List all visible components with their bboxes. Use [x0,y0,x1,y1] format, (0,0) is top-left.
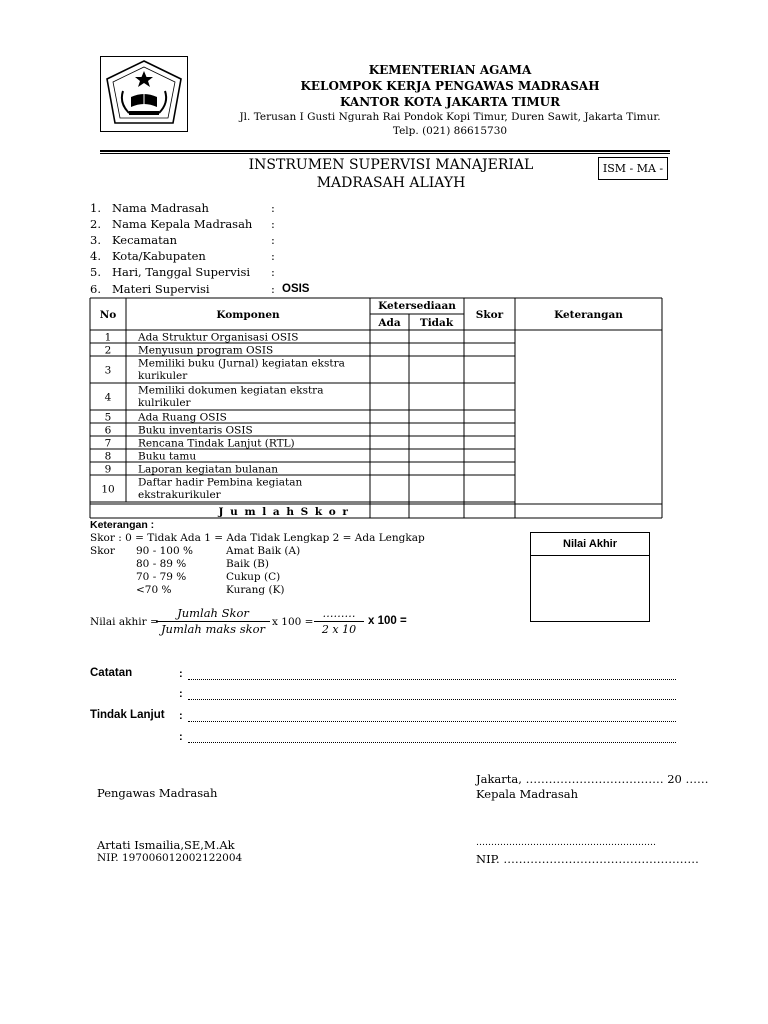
header-keterangan: Keterangan [554,309,623,321]
total-score-label: J u m l a h S k o r [218,506,350,518]
notes-line[interactable] [188,679,676,680]
row-number: 3 [104,364,112,377]
row-number: 4 [104,391,112,404]
header-skor: Skor [475,309,504,321]
document-code: ISM - MA - [598,157,668,180]
info-label: Nama Kepala Madrasah [112,217,253,231]
headmaster-role: Kepala Madrasah [476,787,579,801]
info-label: Materi Supervisi [112,282,210,296]
grade-label: Baik (B) [226,558,269,570]
notes-line[interactable] [188,699,676,700]
info-number: 4. [90,249,101,263]
header-komponen: Komponen [216,309,280,321]
final-score-header: Nilai Akhir [531,533,649,556]
follow-up-colon: : [179,731,183,743]
row-component: Menyusun program OSIS [138,344,274,357]
row-component: Rencana Tindak Lanjut (RTL) [138,437,295,450]
row-component: kurikuler [138,370,188,382]
info-colon: : [271,201,275,215]
letterhead-line1: KEMENTERIAN AGAMA [368,63,532,77]
info-number: 5. [90,265,101,279]
letterhead-phone: Telp. (021) 86615730 [392,125,508,137]
supervisor-name: Artati Ismailia,SE,M.Ak [97,838,235,852]
notes-label: Catatan [90,667,133,679]
row-number: 8 [104,450,112,463]
info-colon: : [271,282,275,296]
info-number: 2. [90,217,101,231]
info-number: 1. [90,201,101,215]
info-colon: : [271,233,275,247]
letterhead-line2: KELOMPOK KERJA PENGAWAS MADRASAH [300,79,600,93]
letterhead-address: Jl. Terusan I Gusti Ngurah Rai Pondok Kopi Timur, Duren Sawit, Jakarta Timur. [239,111,661,123]
info-label: Kota/Kabupaten [112,249,206,263]
row-component: Buku inventaris OSIS [138,424,253,437]
grade-label: Cukup (C) [226,571,281,583]
sign-date: Jakarta, ……………………………… 20 …… [476,772,709,786]
formula-denominator: Jumlah maks skor [160,622,266,636]
formula-numerator: Jumlah Skor [156,606,270,622]
info-label: Hari, Tanggal Supervisi [112,265,251,279]
row-component: ekstrakurikuler [138,489,221,501]
info-colon: : [271,265,275,279]
formula-denominator-2: 2 x 10 [321,623,357,636]
legend-title: Keterangan : [90,519,155,531]
follow-up-line[interactable] [188,721,676,722]
row-number: 1 [104,331,112,344]
grade-range: 80 - 89 % [136,558,187,570]
row-component: kulrikuler [138,397,191,409]
info-colon: : [271,217,275,231]
info-value[interactable]: OSIS [282,283,310,295]
follow-up-label: Tindak Lanjut [90,709,165,721]
title-line1: INSTRUMEN SUPERVISI MANAJERIAL [248,157,534,173]
info-label: Kecamatan [112,233,178,247]
row-number: 5 [104,411,112,424]
info-number: 6. [90,282,101,296]
grade-label: Kurang (K) [226,584,285,596]
formula-fraction [156,606,270,637]
row-component: Laporan kegiatan bulanan [138,463,279,476]
info-number: 3. [90,233,101,247]
row-component: Buku tamu [138,450,197,463]
formula-fraction-2 [314,606,364,637]
row-number: 10 [101,483,115,496]
grade-range: <70 % [136,584,172,596]
formula-mult: x 100 = [272,616,314,628]
supervisor-nip: NIP. 197006012002122004 [97,852,243,864]
formula-mult-2: x 100 = [368,615,407,627]
row-number: 6 [104,424,112,437]
legend-skor-line: Skor : 0 = Tidak Ada 1 = Ada Tidak Lengkap 2 = Ada Lengkap [90,532,425,544]
row-number: 2 [104,344,112,357]
final-score-box [530,532,650,622]
letterhead-line3: KANTOR KOTA JAKARTA TIMUR [339,95,561,109]
formula-dots: ……… [314,606,364,622]
grade-range: 70 - 79 % [136,571,187,583]
grade-label: Amat Baik (A) [226,545,301,557]
row-component: Ada Struktur Organisasi OSIS [138,331,299,344]
title-line2: MADRASAH ALIAYH [316,175,466,191]
info-label: Nama Madrasah [112,201,209,215]
notes-colon: : [179,688,183,700]
follow-up-line[interactable] [188,742,676,743]
headmaster-nip: NIP. …………………………………………… [476,852,699,866]
headmaster-name-line[interactable]: …………………………………………………… [476,838,656,848]
header-tidak: Tidak [419,317,454,329]
info-colon: : [271,249,275,263]
row-component: Memiliki buku (Jurnal) kegiatan ekstra [138,357,345,370]
row-component: Memiliki dokumen kegiatan ekstra [138,384,324,397]
legend-skor-label: Skor [90,545,115,557]
header-ketersediaan: Ketersediaan [378,300,456,312]
row-number: 9 [104,463,112,476]
row-component: Daftar hadir Pembina kegiatan [138,476,303,489]
row-component: Ada Ruang OSIS [138,411,227,424]
supervisor-role: Pengawas Madrasah [97,786,218,800]
formula-prefix: Nilai akhir = [90,616,159,628]
row-number: 7 [104,437,112,450]
header-ada: Ada [378,317,401,329]
notes-colon: : [179,668,183,680]
grade-range: 90 - 100 % [136,545,193,557]
follow-up-colon: : [179,710,183,722]
final-score-value[interactable] [531,556,649,621]
header-no: No [99,309,117,321]
